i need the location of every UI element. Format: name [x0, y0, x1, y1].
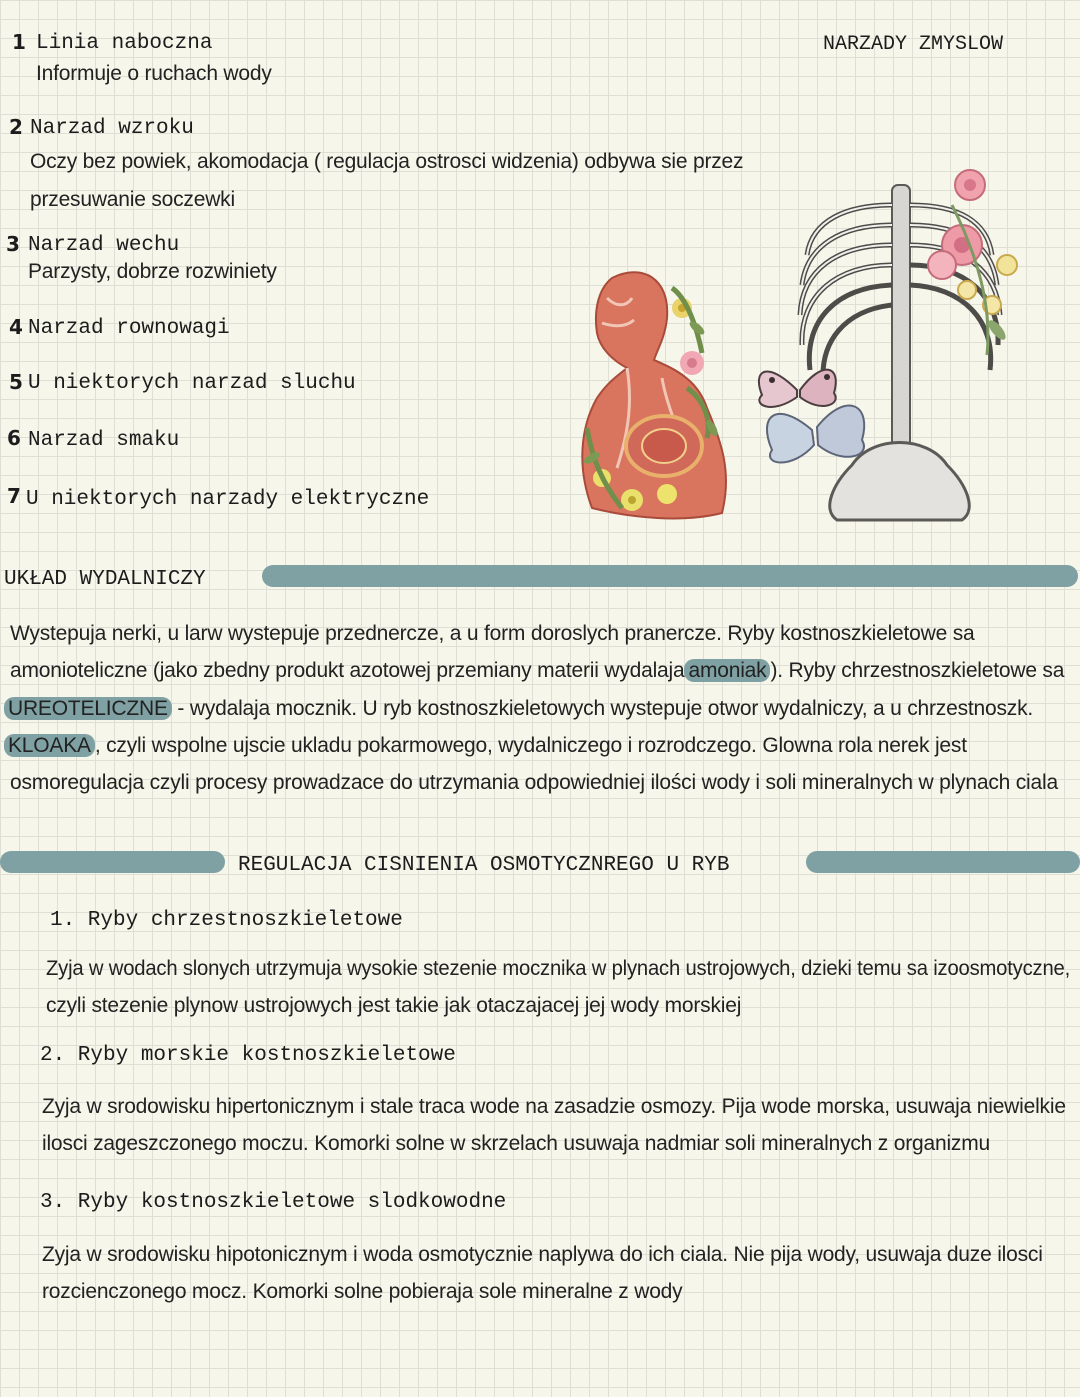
sense-item-number: 2	[9, 115, 23, 139]
osmotic-group-heading: 2. Ryby morskie kostnoszkieletowe	[40, 1044, 456, 1067]
osmotic-group-text: Zyja w srodowisku hipotonicznym i woda osmotycznie naplywa do ich ciala. Nie pija wody, usuwaja duze ilosci	[42, 1243, 1043, 1266]
butterfly-icon	[759, 370, 836, 407]
osmotic-group-text: rozcienczonego mocz. Komorki solne pobieraja sole mineralne z wody	[42, 1280, 683, 1303]
sense-item-number: 3	[6, 232, 20, 256]
sense-item-desc: Parzysty, dobrze rozwiniety	[28, 260, 277, 283]
paragraph-text: amonioteliczne (jako zbedny produkt azotowej przemiany materii wydalaja	[10, 659, 685, 682]
paragraph-line: osmoregulacja czyli procesy prowadzace do utrzymania odpowiedniej ilości wody i soli mineralnych w plynach ciala	[10, 771, 1058, 794]
sense-item-desc: Oczy bez powiek, akomodacja ( regulacja ostrosci widzenia) odbywa sie przez	[30, 150, 744, 173]
sense-item-heading: U niektorych narzad sluchu	[28, 372, 356, 395]
paragraph-text: , czyli wspolne ujscie ukladu pokarmowego, wydalniczego i rozrodczego. Glowna rola nerek jest	[94, 734, 967, 757]
paragraph-line	[4, 734, 967, 758]
sense-item-heading: Narzad wechu	[28, 234, 180, 257]
highlight-kloaka: KLOAKA	[4, 734, 95, 757]
ribcage-skeleton-illustration	[752, 165, 1027, 525]
sense-item-number: 7	[7, 484, 21, 508]
section-divider-bar	[262, 565, 1078, 587]
sense-item-number: 5	[9, 370, 23, 394]
osmotic-group-text: ilosci zageszczonego moczu. Komorki solne w skrzelach usuwaja nadmiar soli mineralnych z organizmu	[42, 1132, 990, 1155]
sense-item-heading: Narzad smaku	[28, 429, 180, 452]
anatomy-bust-illustration	[572, 268, 747, 530]
sense-item-number: 4	[9, 315, 23, 339]
osmotic-group-text: Zyja w wodach slonych utrzymuja wysokie stezenie mocznika w plynach ustrojowych, dzieki temu sa izoosmotyczne,	[46, 957, 1071, 980]
section-divider-bar	[806, 851, 1080, 873]
paragraph-line	[4, 697, 1033, 721]
osmotic-group-heading: 1. Ryby chrzestnoszkieletowe	[50, 909, 403, 932]
sense-item-heading: Narzad rownowagi	[28, 317, 230, 340]
sense-item-number: 1	[12, 30, 26, 54]
excretory-section-title: UKŁAD WYDALNICZY	[4, 568, 206, 591]
section-divider-bar	[0, 851, 225, 873]
paragraph-text: - wydalaja mocznik. U ryb kostnoszkieletowych wystepuje otwor wydalniczy, a u chrzestnoszk.	[171, 697, 1034, 720]
highlight-amoniak: amoniak	[684, 659, 770, 682]
osmotic-section-title: REGULACJA CISNIENIA OSMOTYCZNREGO U RYB	[238, 854, 730, 877]
sense-section-title: NARZADY ZMYSLOW	[823, 33, 1004, 56]
sense-item-desc: przesuwanie soczewki	[30, 188, 235, 211]
osmotic-group-heading: 3. Ryby kostnoszkieletowe slodkowodne	[40, 1191, 507, 1214]
paragraph-line: Wystepuja nerki, u larw wystepuje przednercze, a u form doroslych pranercze. Ryby kostnoszkieletowe sa	[10, 622, 975, 645]
sense-item-heading: Narzad wzroku	[30, 117, 194, 140]
highlight-ureoteliczne: UREOTELICZNE	[4, 697, 172, 720]
sense-item-number: 6	[7, 426, 21, 450]
sense-item-heading: Linia naboczna	[36, 32, 213, 55]
paragraph-line	[10, 659, 1064, 683]
butterfly-icon	[767, 406, 864, 463]
sense-item-heading: U niektorych narzady elektryczne	[26, 488, 430, 511]
osmotic-group-text: czyli stezenie plynow ustrojowych jest takie jak otaczajacej jej wody morskiej	[46, 994, 742, 1017]
paragraph-text: ). Ryby chrzestnoszkieletowe sa	[770, 659, 1065, 682]
osmotic-group-text: Zyja w srodowisku hipertonicznym i stale traca wode na zasadzie osmozy. Pija wode morska, usuwaja niewielkie	[42, 1095, 1066, 1118]
sense-item-desc: Informuje o ruchach wody	[36, 62, 272, 85]
